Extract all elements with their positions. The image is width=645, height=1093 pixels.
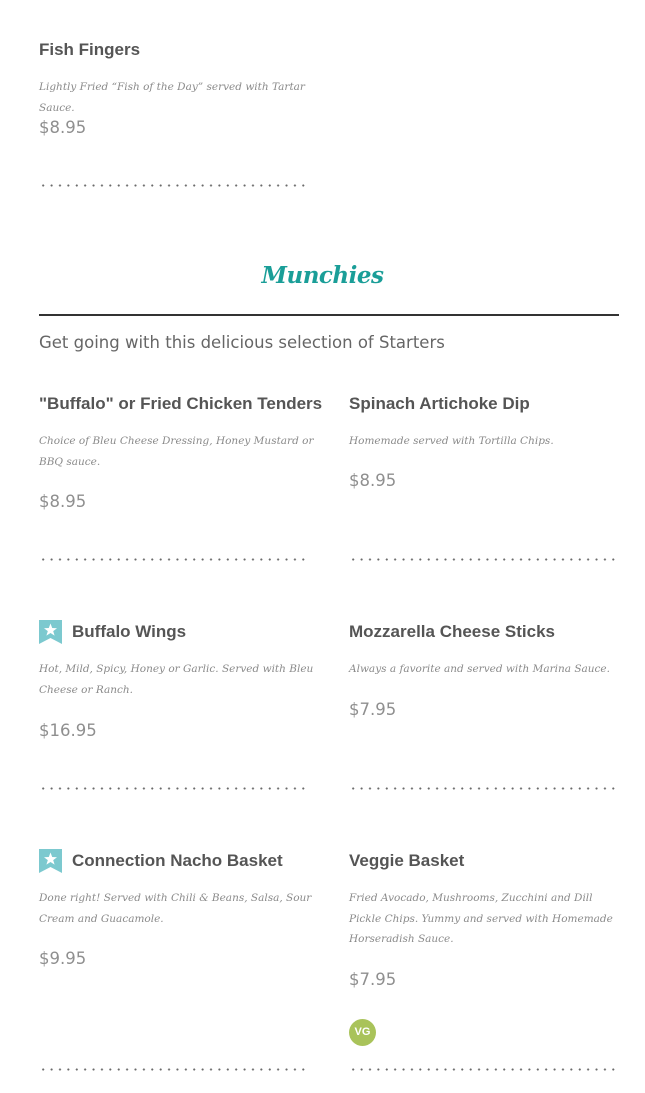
item-price: $8.95 [39, 118, 87, 137]
item-description: Hot, Mild, Spicy, Honey or Garlic. Served with Bleu Cheese or Ranch. [39, 663, 314, 696]
item-description: Lightly Fried “Fish of the Day” served with Tartar Sauce. [39, 81, 305, 114]
star-bookmark-icon [39, 849, 62, 873]
item-title: "Buffalo" or Fried Chicken Tenders [39, 394, 323, 413]
item-price: $16.95 [39, 721, 97, 740]
item-title: Fish Fingers [39, 40, 141, 59]
item-title: Spinach Artichoke Dip [349, 394, 530, 413]
dotted-divider [39, 558, 309, 561]
item-description: Choice of Bleu Cheese Dressing, Honey Mustard or BBQ sauce. [39, 435, 314, 468]
item-title: Mozzarella Cheese Sticks [349, 622, 555, 641]
item-price: $8.95 [39, 492, 87, 511]
section-subtitle: Get going with this delicious selection of Starters [39, 333, 445, 352]
item-price: $9.95 [39, 949, 87, 968]
item-price: $8.95 [349, 471, 397, 490]
item-title: Connection Nacho Basket [72, 851, 283, 870]
item-price: $7.95 [349, 700, 397, 719]
dotted-divider [39, 1068, 309, 1071]
item-description: Fried Avocado, Mushrooms, Zucchini and Dill Pickle Chips. Yummy and served with Homemade Horseradish Sauce. [349, 892, 613, 945]
section-title: Munchies [261, 262, 384, 289]
vegetarian-badge: VG [349, 1019, 376, 1046]
dotted-divider [39, 787, 309, 790]
dotted-divider [349, 558, 619, 561]
item-title: Veggie Basket [349, 851, 465, 870]
item-description: Always a favorite and served with Marina Sauce. [349, 663, 610, 675]
dotted-divider [349, 787, 619, 790]
item-title: Buffalo Wings [72, 622, 187, 641]
item-price: $7.95 [349, 970, 397, 989]
item-description: Done right! Served with Chili & Beans, Salsa, Sour Cream and Guacamole. [39, 892, 312, 925]
star-bookmark-icon [39, 620, 62, 644]
section-rule [39, 314, 619, 316]
dotted-divider [39, 184, 309, 187]
item-description: Homemade served with Tortilla Chips. [349, 435, 554, 447]
dotted-divider [349, 1068, 619, 1071]
